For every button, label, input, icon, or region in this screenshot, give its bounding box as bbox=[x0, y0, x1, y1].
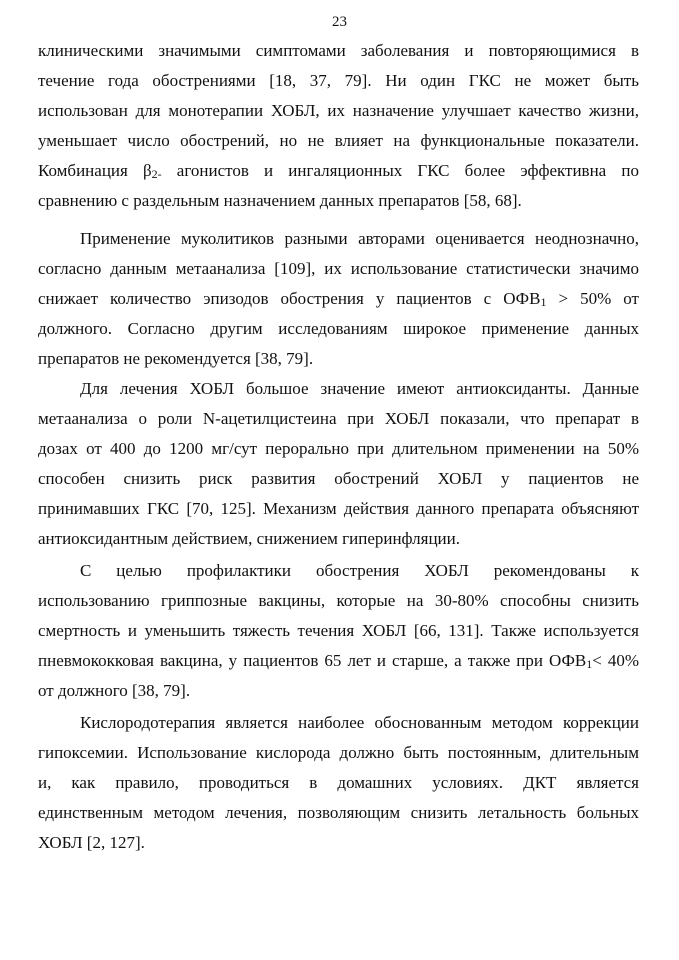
text-line: антиоксидантным действием, снижением гиперинфляции. bbox=[38, 529, 460, 548]
text-line: клиническими значимыми симптомами заболевания и повторяющимися в bbox=[38, 41, 639, 60]
text-run: снижает количество эпизодов обострения у пациентов с ОФВ bbox=[38, 289, 541, 308]
text-line: использован для монотерапии ХОБЛ, их назначение улучшает качество жизни, bbox=[38, 101, 639, 120]
text-line: метаанализа о роли N-ацетилцистеина при ХОБЛ показали, что препарат в bbox=[38, 409, 639, 428]
text-line: С целью профилактики обострения ХОБЛ рекомендованы к bbox=[80, 561, 639, 580]
text-line: дозах от 400 до 1200 мг/сут перорально при длительном применении на 50% bbox=[38, 439, 639, 458]
text-line: должного. Согласно другим исследованиям широкое применение данных bbox=[38, 319, 639, 338]
text-line bbox=[38, 650, 639, 672]
text-line: уменьшает число обострений, но не влияет на функциональные показатели. bbox=[38, 131, 639, 150]
text-line: принимавших ГКС [70, 125]. Механизм действия данного препарата объясняют bbox=[38, 499, 639, 518]
text-run: Комбинация β bbox=[38, 161, 152, 180]
text-line: гипоксемии. Использование кислорода должно быть постоянным, длительным bbox=[38, 743, 639, 762]
text-line: и, как правило, проводиться в домашних условиях. ДКТ является bbox=[38, 773, 639, 792]
text-line: ХОБЛ [2, 127]. bbox=[38, 833, 145, 852]
text-line: смертность и уменьшить тяжесть течения ХОБЛ [66, 131]. Также используется bbox=[38, 621, 639, 640]
text-line: единственным методом лечения, позволяющим снизить летальность больных bbox=[38, 803, 639, 822]
text-line: Кислородотерапия является наиболее обоснованным методом коррекции bbox=[80, 713, 639, 732]
text-run: > 50% от bbox=[546, 289, 639, 308]
text-run: пневмококковая вакцина, у пациентов 65 лет и старше, а также при ОФВ bbox=[38, 651, 587, 670]
text-line: сравнению с раздельным назначением данных препаратов [58, 68]. bbox=[38, 191, 522, 210]
page-number: 23 bbox=[332, 14, 347, 30]
text-line: течение года обострениями [18, 37, 79]. Ни один ГКС не может быть bbox=[38, 71, 639, 90]
subscript: 2- bbox=[151, 167, 162, 181]
subscript: 1 bbox=[540, 295, 547, 309]
text-line: способен снизить риск развития обострений ХОБЛ у пациентов не bbox=[38, 469, 639, 488]
text-line: согласно данным метаанализа [109], их использование статистически значимо bbox=[38, 259, 639, 278]
text-line: Применение муколитиков разными авторами оценивается неоднозначно, bbox=[80, 229, 639, 248]
text-line bbox=[38, 160, 639, 182]
text-line: Для лечения ХОБЛ большое значение имеют антиоксиданты. Данные bbox=[80, 379, 639, 398]
text-line bbox=[38, 288, 639, 310]
text-run: агонистов и ингаляционных ГКС более эффективна по bbox=[161, 161, 639, 180]
text-line: препаратов не рекомендуется [38, 79]. bbox=[38, 349, 314, 368]
subscript: 1 bbox=[586, 657, 593, 671]
text-run: < 40% bbox=[592, 651, 639, 670]
text-line: использованию гриппозные вакцины, которые на 30-80% способны снизить bbox=[38, 591, 639, 610]
text-line: от должного [38, 79]. bbox=[38, 681, 191, 700]
